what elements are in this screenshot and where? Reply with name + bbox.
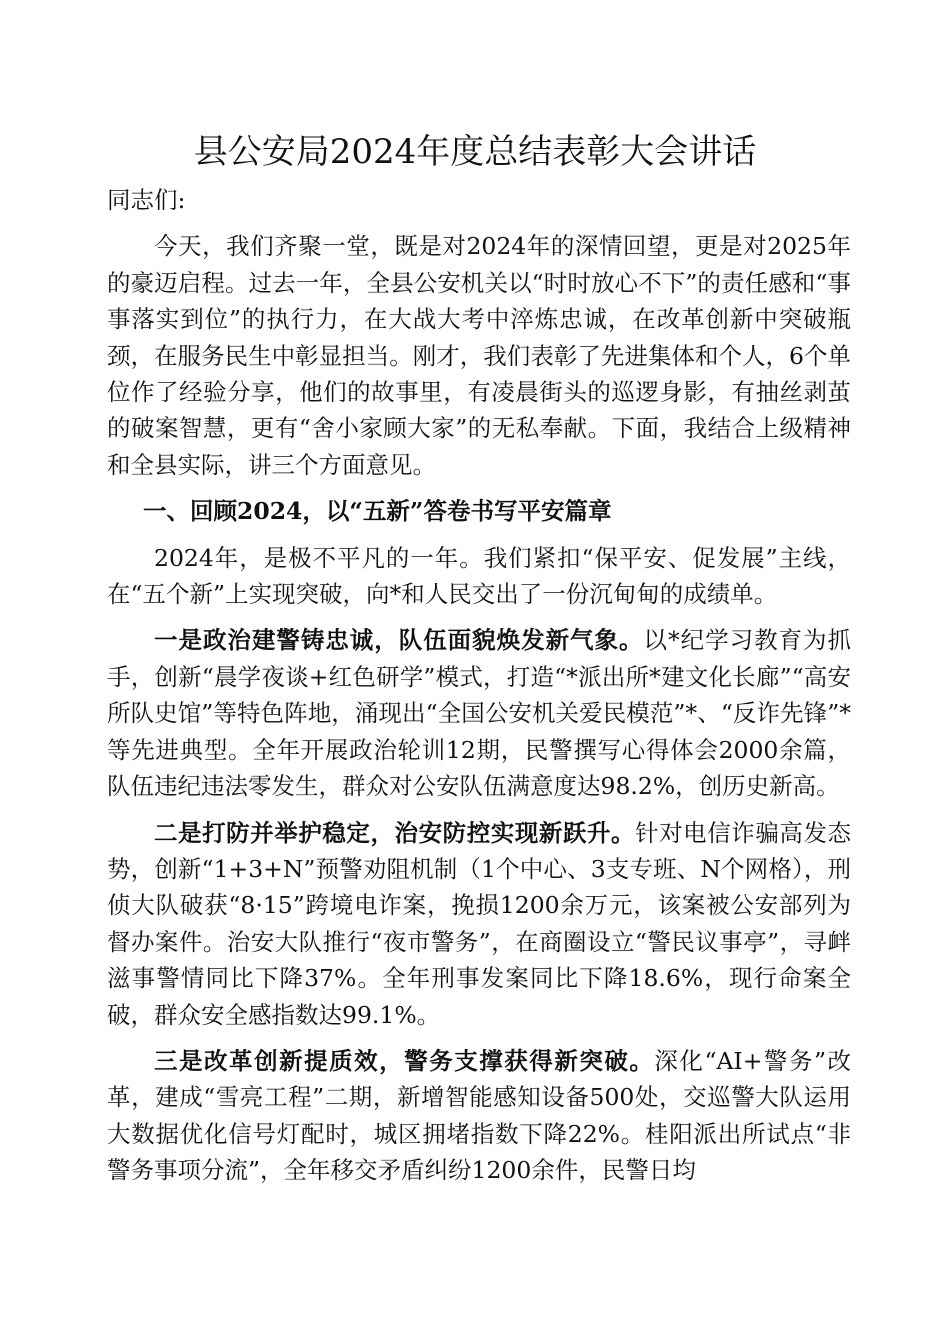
document-body xyxy=(107,182,851,1189)
section-item-1 xyxy=(107,622,851,804)
salutation: 同志们: xyxy=(107,186,186,214)
item-lead: 一是政治建警铸忠诚，队伍面貌焕发新气象。 xyxy=(154,626,644,655)
document-title: 县公安局2024年度总结表彰大会讲话 xyxy=(193,132,757,172)
item-lead: 三是改革创新提质效，警务支撑获得新突破。 xyxy=(154,1046,655,1075)
opening-paragraph: 今天，我们齐聚一堂，既是对2024年的深情回望，更是对2025年的豪迈启程。过去一年，全县公安机关以“时时放心不下”的责任感和“事事落实到位”的执行力，在大战大考中淬炼忠诚，在改革创新中突破瓶颈，在服务民生中彰显担当。刚才，我们表彰了先进集体和个人，6个单位作了经验分享，他们的故事里，有凌晨街头的巡逻身影，有抽丝剥茧的破案智慧，更有“舍小家顾大家”的无私奉献。下面，我结合上级精神和全县实际，讲三个方面意见。 xyxy=(107,232,851,479)
section-heading: 一、回顾2024，以“五新”答卷书写平安篇章 xyxy=(143,497,612,526)
section-intro: 2024年，是极不平凡的一年。我们紧扣“保平安、促发展”主线，在“五个新”上实现突破，向*和人民交出了一份沉甸甸的成绩单。 xyxy=(107,543,851,609)
item-text: 针对电信诈骗高发态势，创新“1+3+N”预警劝阻机制（1个中心、3支专班、N个网格），刑侦大队破获“8·15”跨境电诈案，挽损1200余万元，该案被公安部列为督办案件。治安大队推行“夜市警务”，在商圈设立“警民议事亭”，寻衅滋事警情同比下降37%。全年刑事发案同比下降18.6%，现行命案全破，群众安全感指数达99.1%。 xyxy=(107,818,852,1029)
item-lead: 二是打防并举护稳定，治安防控实现新跃升。 xyxy=(154,818,636,847)
item-text: 深化“AI+警务”改革，建成“雪亮工程”二期，新增智能感知设备500处，交巡警大队运用大数据优化信号灯配时，城区拥堵指数下降22%。桂阳派出所试点“非警务事项分流”，全年移交矛盾纠纷1200余件，民警日均 xyxy=(107,1046,851,1185)
section-item-2 xyxy=(107,815,851,1033)
item-text: 以*纪学习教育为抓手，创新“晨学夜谈+红色研学”模式，打造“*派出所*建文化长廊”“高安所队史馆”等特色阵地，涌现出“全国公安机关爱民模范”*、“反诈先锋”*等先进典型。全年开展政治轮训12期，民警撰写心得体会2000余篇，队伍违纪违法零发生，群众对公安队伍满意度达98.2%，创历史新高。 xyxy=(107,626,852,801)
section-item-3 xyxy=(107,1043,851,1189)
